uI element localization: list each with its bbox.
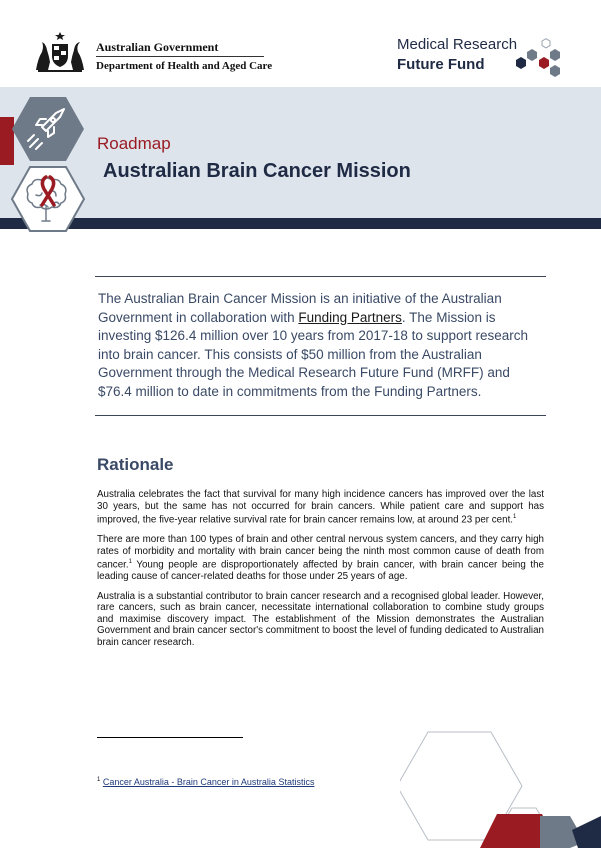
footnote-ref: 1 bbox=[128, 559, 132, 566]
intro-text-start: The Australian Brain Cancer Mission is an initiative of the Australian Government in collaboration with bbox=[98, 291, 502, 325]
page-header bbox=[0, 0, 601, 232]
rationale-paragraph-2 bbox=[97, 534, 544, 583]
footnote bbox=[97, 777, 314, 787]
government-divider bbox=[96, 56, 264, 57]
page-title: Australian Brain Cancer Mission bbox=[103, 160, 411, 182]
rationale-body bbox=[97, 489, 544, 657]
rationale-paragraph-1 bbox=[97, 489, 544, 526]
eyebrow-label: Roadmap bbox=[97, 134, 171, 153]
government-name: Australian Government bbox=[96, 40, 219, 54]
rocket-icon bbox=[12, 97, 84, 161]
coat-of-arms-icon bbox=[30, 30, 90, 74]
rationale-p2-text-a: There are more than 100 types of brain and other central nervous system cancers, and they carry high rates of morbidity and mortality with brain cancer being the ninth most common cause of death from cancer. bbox=[97, 534, 544, 571]
corner-hexagon-art bbox=[400, 730, 601, 848]
intro-box bbox=[95, 276, 546, 416]
rationale-p2-text-b: Young people are disproportionately affected by brain cancer, with brain cancer being the leading cause of cancer-related deaths for those under 25 years of age. bbox=[97, 559, 544, 583]
mrff-name-line1: Medical Research bbox=[397, 36, 518, 53]
brain-ribbon-icon bbox=[12, 167, 84, 231]
intro-paragraph bbox=[98, 290, 542, 401]
footnote-divider bbox=[97, 737, 243, 738]
funding-partners-link[interactable]: Funding Partners bbox=[298, 309, 402, 325]
intro-text-end: . The Mission is investing $126.4 million over 10 years from 2017-18 to support research into brain cancer. This consists of $50 million from the Australian Government through the Medical Research Future Fund (MRFF) and $76.4 million to date in commitments from the Funding Partners. bbox=[98, 309, 528, 399]
cancer-australia-statistics-link[interactable]: Cancer Australia - Brain Cancer in Australia Statistics bbox=[102, 777, 315, 787]
rationale-paragraph-3: Australia is a substantial contributor to brain cancer research and a recognised global leader. However, rare cancers, such as brain cancer, necessitate international collaboration to combine study groups and maximise discovery impact. The establishment of the Mission demonstrates the Australian Government and brain cancer sector's commitment to boost the level of funding dedicated to Australian brain cancer research. bbox=[97, 590, 544, 649]
rationale-heading: Rationale bbox=[97, 455, 174, 474]
department-name: Department of Health and Aged Care bbox=[96, 60, 273, 72]
footnote-ref: 1 bbox=[513, 514, 517, 521]
footnote-number: 1 bbox=[97, 777, 101, 783]
mrff-hexagon-logo bbox=[515, 35, 565, 83]
mrff-name-line2: Future Fund bbox=[397, 56, 485, 73]
mission-hexagon-art bbox=[0, 95, 100, 245]
rationale-p1-text: Australia celebrates the fact that survival for many high incidence cancers has improved over the last 30 years, but the same has not occurred for brain cancers. While patient care and support has improved, the five-year relative survival rate for brain cancer remains low, at around 23 per cent. bbox=[97, 489, 544, 526]
